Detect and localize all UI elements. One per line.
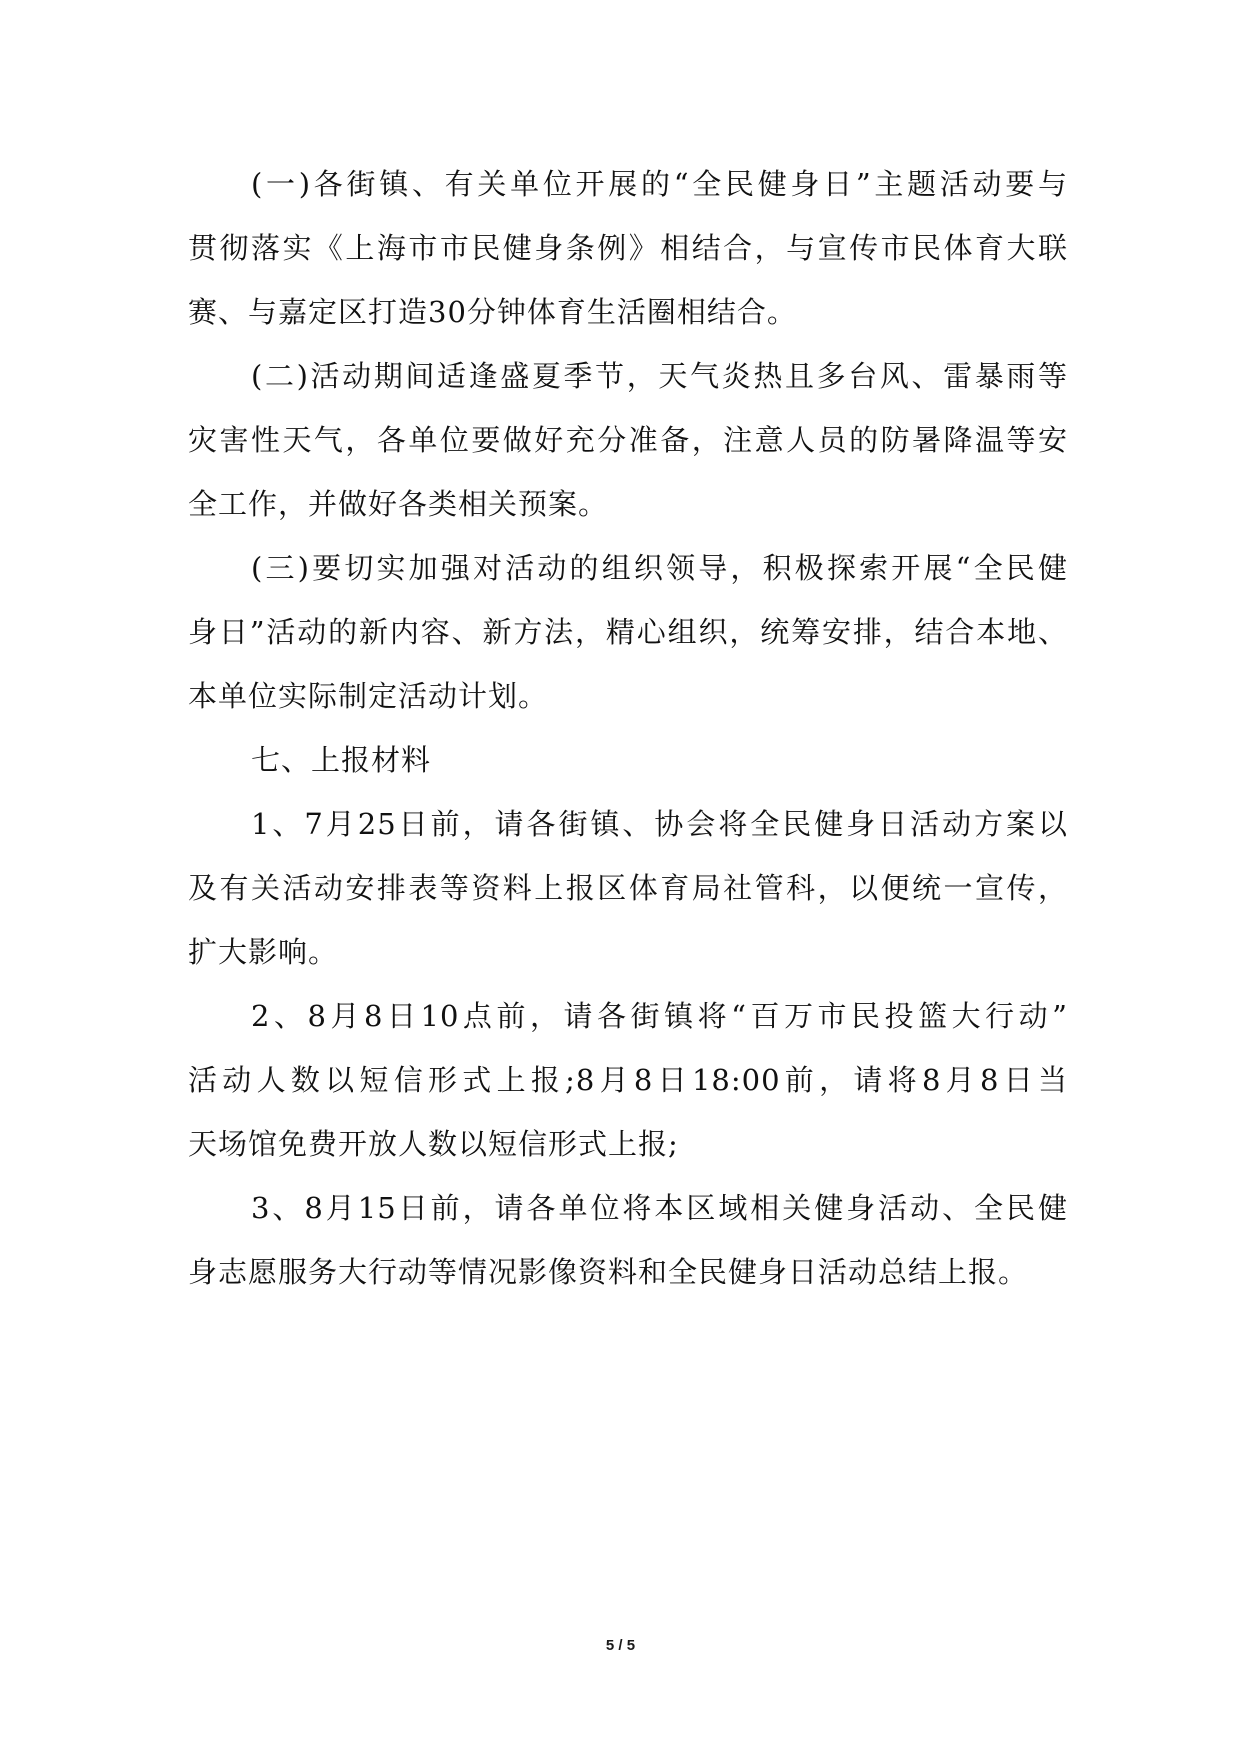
paragraph-point-2 xyxy=(188,344,1068,536)
text-line: 身志愿服务大行动等情况影像资料和全民健身日活动总结上报。 xyxy=(188,1255,1029,1289)
text-line: 贯彻落实《上海市市民健身条例》相结合，与宣传市民体育大联 xyxy=(188,231,1068,265)
text-line: (一)各街镇、有关单位开展的“全民健身日”主题活动要与 xyxy=(251,167,1068,201)
text-line: 本单位实际制定活动计划。 xyxy=(188,679,549,713)
text-line: 赛、与嘉定区打造30分钟体育生活圈相结合。 xyxy=(188,295,797,329)
text-line: 天场馆免费开放人数以短信形式上报; xyxy=(188,1127,679,1161)
page-number: 5 / 5 xyxy=(605,1637,636,1654)
paragraph-point-1 xyxy=(188,152,1068,344)
heading-text: 七、上报材料 xyxy=(251,743,432,777)
text-line: 及有关活动安排表等资料上报区体育局社管科，以便统一宣传， xyxy=(188,871,1068,905)
section-heading xyxy=(188,728,1068,792)
paragraph-item-1 xyxy=(188,792,1068,984)
text-line: 扩大影响。 xyxy=(188,935,339,969)
text-line: 全工作，并做好各类相关预案。 xyxy=(188,487,609,521)
text-line: 1、7月25日前，请各街镇、协会将全民健身日活动方案以 xyxy=(251,807,1068,841)
text-line: 3、8月15日前，请各单位将本区域相关健身活动、全民健 xyxy=(251,1191,1068,1225)
text-line: (二)活动期间适逢盛夏季节，天气炎热且多台风、雷暴雨等 xyxy=(251,359,1068,393)
text-line: 2、8月8日10点前，请各街镇将“百万市民投篮大行动” xyxy=(251,999,1068,1033)
text-line: 身日”活动的新内容、新方法，精心组织，统筹安排，结合本地、 xyxy=(188,615,1068,649)
paragraph-item-2 xyxy=(188,984,1068,1176)
text-line: 活动人数以短信形式上报;8月8日18:00前，请将8月8日当 xyxy=(188,1063,1068,1097)
paragraph-point-3 xyxy=(188,536,1068,728)
document-body xyxy=(188,152,1068,1304)
paragraph-item-3 xyxy=(188,1176,1068,1304)
text-line: (三)要切实加强对活动的组织领导，积极探索开展“全民健 xyxy=(251,551,1068,585)
text-line: 灾害性天气，各单位要做好充分准备，注意人员的防暑降温等安 xyxy=(188,423,1068,457)
